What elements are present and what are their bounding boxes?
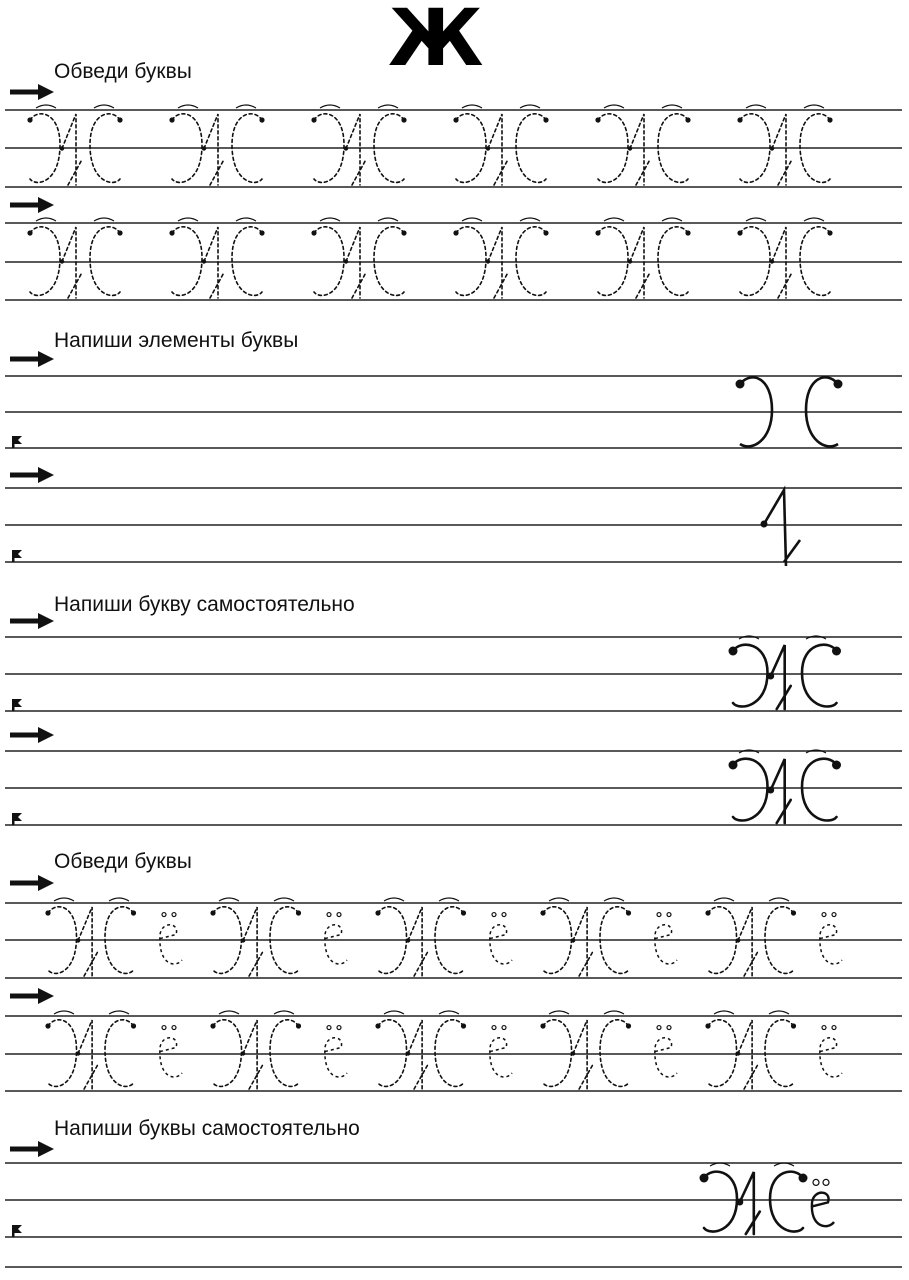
sample-letter-zh <box>729 750 842 823</box>
section-label-write-letters: Напиши буквы самостоятельно <box>54 1117 360 1140</box>
trace-letter-zh <box>210 898 301 976</box>
trace-letter-yo <box>160 1026 182 1077</box>
trace-letter-zh <box>311 218 406 298</box>
trace-letter-yo <box>490 913 512 964</box>
trace-letter-zh <box>595 218 690 298</box>
trace-letter-yo <box>820 1026 842 1077</box>
page-title-letter: Ж <box>388 0 484 84</box>
trace-letter-yo <box>160 913 182 964</box>
right-arrow-icon <box>10 875 54 891</box>
trace-letter-zh <box>595 105 690 185</box>
section-label-write-letter: Напиши букву самостоятельно <box>54 593 355 616</box>
right-arrow-icon <box>10 1141 54 1157</box>
trace-letter-zh <box>210 1011 301 1089</box>
trace-letter-zh <box>45 898 136 976</box>
trace-letter-zh <box>705 898 796 976</box>
trace-letter-zh <box>737 105 832 185</box>
flag-icon <box>12 1225 22 1237</box>
trace-letter-zh <box>453 105 548 185</box>
trace-letter-zh <box>540 1011 631 1089</box>
trace-letter-zh <box>705 1011 796 1089</box>
flag-icon <box>12 699 22 711</box>
trace-letter-yo <box>325 1026 347 1077</box>
sample-letter-zh <box>700 1163 808 1234</box>
trace-letter-zh <box>311 105 406 185</box>
trace-letter-zh <box>45 1011 136 1089</box>
right-arrow-icon <box>10 467 54 483</box>
trace-letter-yo <box>325 913 347 964</box>
section-label-trace-1: Обведи буквы <box>54 60 192 83</box>
flag-icon <box>12 436 22 448</box>
flag-icon <box>12 550 22 562</box>
trace-letter-yo <box>490 1026 512 1077</box>
trace-letter-zh <box>27 105 122 185</box>
trace-letter-zh <box>375 898 466 976</box>
trace-letter-zh <box>375 1011 466 1089</box>
right-arrow-icon <box>10 613 54 629</box>
trace-letter-zh <box>540 898 631 976</box>
sample-letter-zh <box>729 636 842 709</box>
trace-letter-yo <box>820 913 842 964</box>
right-arrow-icon <box>10 351 54 367</box>
trace-letter-zh <box>737 218 832 298</box>
section-label-elements: Напиши элементы буквы <box>54 329 299 352</box>
sample-letter-yo <box>812 1179 834 1226</box>
trace-letter-yo <box>655 1026 677 1077</box>
trace-letter-yo <box>655 913 677 964</box>
flag-icon <box>12 813 22 825</box>
right-arrow-icon <box>10 988 54 1004</box>
trace-letter-zh <box>27 218 122 298</box>
trace-letter-zh <box>453 218 548 298</box>
right-arrow-icon <box>10 84 54 100</box>
right-arrow-icon <box>10 727 54 743</box>
element-samples <box>736 377 843 566</box>
right-arrow-icon <box>10 197 54 213</box>
trace-letter-zh <box>169 105 264 185</box>
trace-letter-zh <box>169 218 264 298</box>
section-label-trace-2: Обведи буквы <box>54 850 192 873</box>
